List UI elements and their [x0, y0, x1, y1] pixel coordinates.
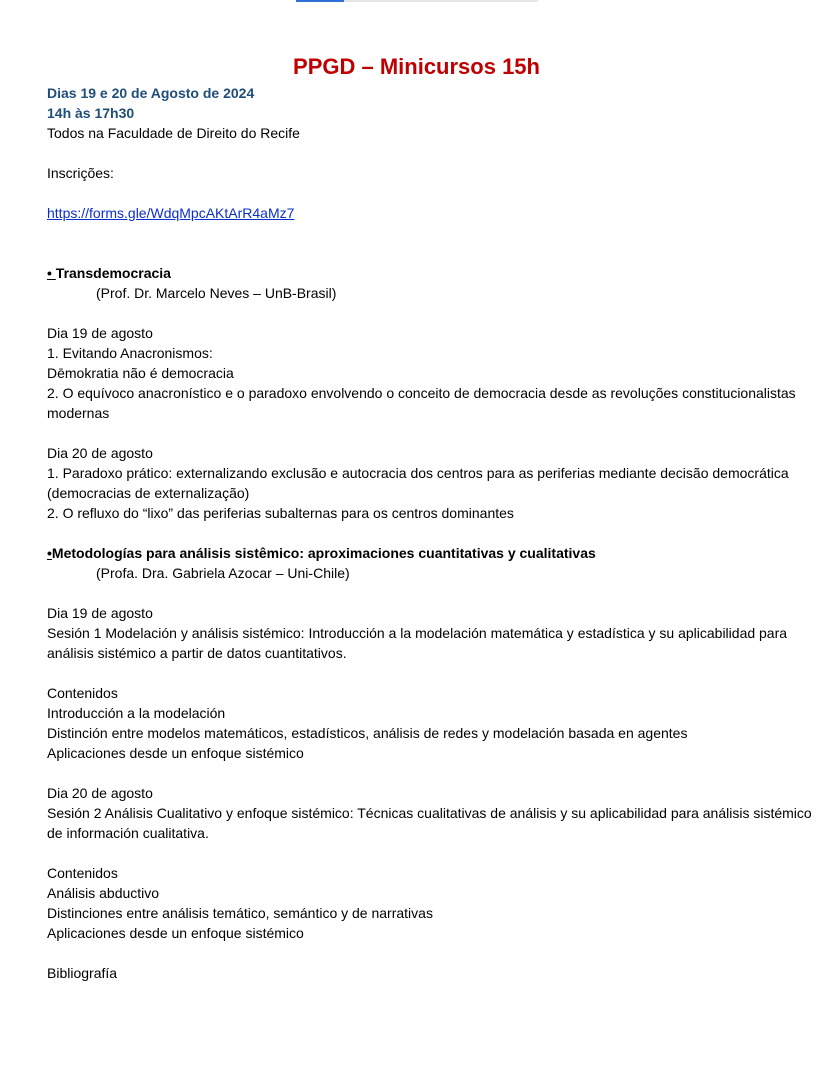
course1-day2-item2: 2. O refluxo do “lixo” das periferias subalternas para os centros dominantes: [47, 505, 514, 521]
spacer: [47, 423, 817, 443]
spacer: [47, 183, 817, 203]
course2-title: Metodologías para análisis sistêmico: aproximaciones cuantitativas y cualitativas: [51, 545, 596, 561]
spacer: [47, 243, 817, 263]
spacer: [47, 223, 817, 243]
spacer: [47, 523, 817, 543]
course2-day1-session: Sesión 1 Modelación y análisis sistémico: Introducción a la modelación matemática y estadística y su aplicabilidad para análisis sistémico a partir de datos cuantitativos.: [47, 625, 788, 661]
spacer: [47, 943, 817, 963]
course2-day2-label: Dia 20 de agosto: [47, 785, 153, 801]
spacer: [47, 583, 817, 603]
course1-day2-item1: 1. Paradoxo prático: externalizando exclusão e autocracia dos centros para as periferias mediante decisão democrática (democracias de externalização): [47, 465, 789, 501]
event-time: 14h às 17h30: [47, 105, 135, 121]
list-item: Aplicaciones desde un enfoque sistémico: [47, 745, 304, 761]
course1-day2-label: Dia 20 de agosto: [47, 445, 153, 461]
spacer: [47, 143, 817, 163]
bullet-icon: •: [47, 265, 52, 281]
list-item: Introducción a la modelación: [47, 705, 226, 721]
course1-heading: [47, 263, 817, 283]
course1-day1-item1-sub: Dēmokratia não é democracia: [47, 365, 234, 381]
course1-day1-item2: 2. O equívoco anacronístico e o paradoxo envolvendo o conceito de democracia desde as revoluções constitucionalistas modernas: [47, 385, 796, 421]
event-dates: Dias 19 e 20 de Agosto de 2024: [47, 85, 255, 101]
course2-day1-label: Dia 19 de agosto: [47, 605, 153, 621]
list-item: Aplicaciones desde un enfoque sistémico: [47, 925, 304, 941]
course2-day1-contents-label: Contenidos: [47, 685, 118, 701]
spacer: [47, 843, 817, 863]
bibliography-label: Bibliografía: [47, 965, 118, 981]
page-title: PPGD – Minicursos 15h: [293, 54, 540, 79]
list-item: Distinciones entre análisis temático, semántico y de narrativas: [47, 905, 433, 921]
course1-day1-label: Dia 19 de agosto: [47, 325, 153, 341]
document-body: [47, 83, 817, 983]
list-item: Análisis abductivo: [47, 885, 160, 901]
spacer: [47, 763, 817, 783]
registration-link[interactable]: https://forms.gle/WdqMpcAKtArR4aMz7: [47, 205, 295, 221]
course1-title: Transdemocracia: [55, 265, 171, 281]
spacer: [47, 663, 817, 683]
list-item: Distinción entre modelos matemáticos, estadísticos, análisis de redes y modelación basada en agentes: [47, 725, 688, 741]
course2-heading: [47, 543, 817, 563]
course2-day2-contents-label: Contenidos: [47, 865, 118, 881]
course2-day2-session: Sesión 2 Análisis Cualitativo y enfoque sistémico: Técnicas cualitativas de análisis y su aplicabilidad para análisis sistémico de información cualitativa.: [47, 805, 812, 841]
registration-label: Inscrições:: [47, 165, 114, 181]
course1-day1-item1: 1. Evitando Anacronismos:: [47, 345, 213, 361]
event-location: Todos na Faculdade de Direito do Recife: [47, 125, 300, 141]
course2-instructor: (Profa. Dra. Gabriela Azocar – Uni-Chile): [96, 565, 350, 581]
bullet-icon: •: [47, 545, 52, 561]
course1-instructor: (Prof. Dr. Marcelo Neves – UnB-Brasil): [96, 285, 337, 301]
spacer: [47, 303, 817, 323]
